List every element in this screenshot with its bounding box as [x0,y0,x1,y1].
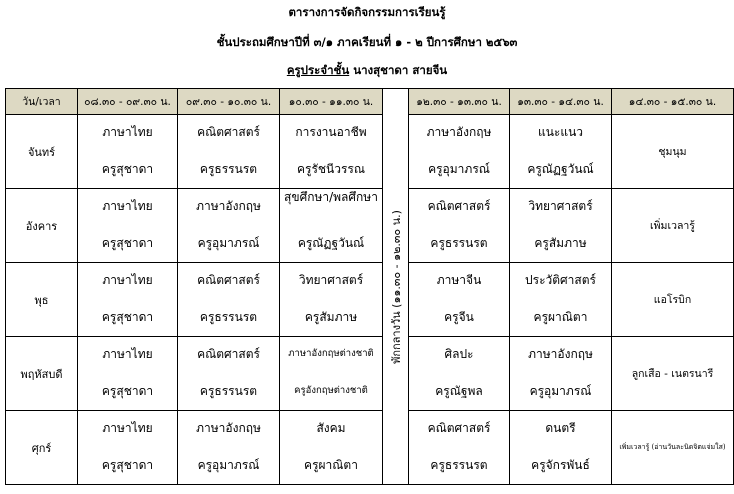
teacher: ครูอุมาภรณ์ [197,458,260,472]
class-cell [510,337,612,411]
teacher: ครูธรรนรต [199,384,258,398]
lunch-break [383,89,409,485]
day-cell: พฤหัสบดี [6,337,78,411]
activity-cell: ลูกเสือ - เนตรนารี [612,337,734,411]
subject: คณิตศาสตร์ [197,125,260,139]
teacher: ครูสุชาดา [101,458,154,472]
header-period-2: ๐๙.๓๐ - ๑๐.๓๐ น. [178,89,280,115]
subject: สังคม [316,421,346,435]
teacher: ครูรัชนีวรรณ [296,162,366,176]
class-cell [409,189,510,263]
subject: คณิตศาสตร์ [197,273,260,287]
class-cell [178,263,280,337]
class-cell [280,115,383,189]
class-cell [78,189,178,263]
subject: คณิตศาสตร์ [427,199,491,213]
class-cell [510,189,612,263]
class-cell [78,115,178,189]
class-cell [78,411,178,485]
header-period-5: ๑๓.๓๐ - ๑๔.๓๐ น. [510,89,612,115]
subject: สุขศึกษา/พลศึกษา [284,190,378,204]
class-cell [178,337,280,411]
teacher: ครูณัฐพล [435,384,483,398]
activity-cell: เพิ่มเวลารู้ (อ่านวันละนิดจิตแจ่มใส) [612,411,734,485]
teacher: ครูผาณิตา [304,458,358,472]
header-period-4: ๑๒.๓๐ - ๑๓.๓๐ น. [409,89,510,115]
header-row [6,89,734,115]
class-cell [178,411,280,485]
day-cell: พุธ [6,263,78,337]
teacher: ครูสัมภาษ [534,236,587,250]
subject: ดนตรี [545,421,576,435]
homeroom-teacher-line [0,62,734,80]
subject: วิทยาศาสตร์ [528,199,593,213]
header-day: วัน/เวลา [6,89,78,115]
subject: ภาษาจีน [436,273,482,287]
subject: วิทยาศาสตร์ [298,273,364,287]
class-cell [409,337,510,411]
subject: ภาษาไทย [102,421,153,435]
teacher: ครูผาณิตา [533,310,588,324]
header-period-3: ๑๐.๓๐ - ๑๑.๓๐ น. [280,89,383,115]
class-subtitle: ชั้นประถมศึกษาปีที่ ๓/๑ ภาคเรียนที่ ๑ - ๒ ปีการศึกษา ๒๕๖๓ [216,35,518,49]
teacher: ครูสุชาดา [101,310,154,324]
activity-cell: เพิ่มเวลารู้ [612,189,734,263]
class-cell [280,263,383,337]
teacher: ครูธรรนรต [199,310,258,324]
lunch-break-label: พักกลางวัน (๑๑.๓๐ - ๑๒.๓๐ น.) [389,209,403,364]
class-cell [409,411,510,485]
header-period-6: ๑๔.๓๐ - ๑๕.๓๐ น. [612,89,734,115]
class-cell [78,337,178,411]
teacher: ครูอุมาภรณ์ [529,384,592,398]
teacher: ครูอุมาภรณ์ [197,236,260,250]
activity-cell: แอโรบิก [612,263,734,337]
table-row [6,337,734,411]
subject: การงานอาชีพ [295,125,367,139]
table-row [6,411,734,485]
subject: ภาษาอังกฤษต่างชาติ [288,348,374,359]
teacher: ครูธรรนรต [430,458,488,472]
class-cell [510,115,612,189]
teacher: ครูสุชาดา [101,384,154,398]
teacher: ครูสุชาดา [101,162,154,176]
subject: ภาษาไทย [102,273,153,287]
subject: ศิลปะ [444,347,474,361]
class-cell [510,263,612,337]
teacher: ครูอังกฤษต่างชาติ [294,385,368,396]
subject: ภาษาอังกฤษ [196,199,261,213]
teacher: ครูณัฏฐวันณ์ [527,162,594,176]
teacher: ครูสุชาดา [101,236,154,250]
subject: ภาษาอังกฤษ [196,421,261,435]
table-row [6,263,734,337]
subject: ประวัติศาสตร์ [525,273,596,287]
teacher: ครูสัมภาษ [304,310,358,324]
class-cell [78,263,178,337]
class-cell [280,189,383,263]
teacher: ครูจีน [444,310,474,324]
header-period-1: ๐๘.๓๐ - ๐๙.๓๐ น. [78,89,178,115]
subject: ภาษาไทย [102,125,153,139]
teacher: ครูธรรนรต [430,236,488,250]
page-title: ตารางการจัดกิจกรรมการเรียนรู้ [288,5,446,19]
class-cell [178,115,280,189]
teacher: ครูณัฏฐวันณ์ [297,236,365,250]
table-row [6,189,734,263]
subject: ภาษาอังกฤษ [528,347,593,361]
subject: ภาษาไทย [102,347,153,361]
subject: คณิตศาสตร์ [427,421,491,435]
day-cell: ศุกร์ [6,411,78,485]
subject: แนะแนว [537,125,584,139]
teacher: ครูอุมาภรณ์ [428,162,490,176]
schedule-table [5,88,734,485]
class-cell [510,411,612,485]
table-row [6,115,734,189]
teacher-label: ครูประจำชั้น [286,63,350,77]
class-cell [280,337,383,411]
class-cell [280,411,383,485]
subject: ภาษาไทย [102,199,153,213]
subject: ภาษาอังกฤษ [426,125,492,139]
day-cell: อังคาร [6,189,78,263]
teacher: ครูธรรนรต [199,162,258,176]
class-cell [178,189,280,263]
day-cell: จันทร์ [6,115,78,189]
activity-cell: ชุมนุม [612,115,734,189]
subject: คณิตศาสตร์ [197,347,260,361]
class-cell [409,263,510,337]
teacher-name: นางสุชาดา สายจีน [349,63,448,77]
class-cell [409,115,510,189]
teacher: ครูจักรพันธ์ [531,458,590,472]
